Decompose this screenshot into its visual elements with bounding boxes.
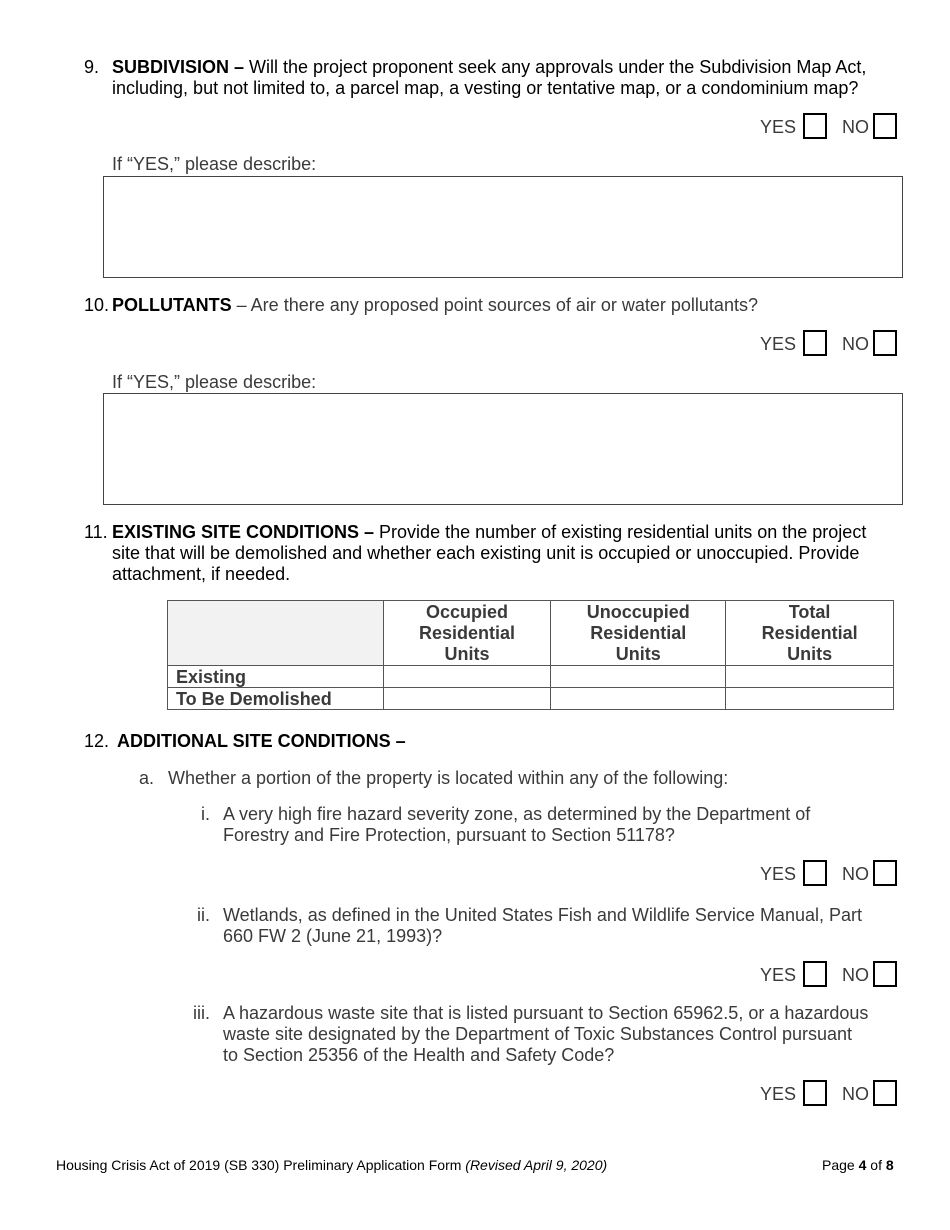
describe-label: If “YES,” please describe:: [112, 154, 317, 174]
yes-label: YES: [760, 1084, 797, 1104]
yes-no-group-10: [760, 330, 900, 360]
no-checkbox[interactable]: [873, 330, 897, 356]
question-line: attachment, if needed.: [112, 564, 291, 584]
question-11: [84, 522, 914, 588]
question-title: ADDITIONAL SITE CONDITIONS –: [117, 731, 406, 751]
row-label-to-be-demolished: To Be Demolished: [168, 688, 384, 710]
yes-no-group-12-i: [760, 860, 900, 890]
subitem-line: Wetlands, as defined in the United States Fish and Wildlife Service Manual, Part: [223, 905, 862, 925]
yes-checkbox[interactable]: [803, 330, 827, 356]
page-mid: of: [866, 1157, 886, 1173]
subitem-marker: i.: [201, 804, 210, 824]
question-text: [117, 731, 406, 752]
describe-textbox-9[interactable]: [103, 176, 903, 278]
question-number: 11.: [84, 522, 108, 542]
table-header-total: Total Residential Units: [726, 601, 894, 666]
question-9: [84, 57, 914, 101]
question-line: – Are there any proposed point sources of air or water pollutants?: [231, 295, 758, 315]
subitem-marker: ii.: [197, 905, 210, 925]
subitem-a: [139, 768, 899, 790]
yes-label: YES: [760, 117, 797, 137]
question-10: [84, 295, 914, 317]
subitem-ii: [180, 905, 900, 949]
question-12: [84, 731, 914, 753]
row-label-existing: Existing: [168, 666, 384, 688]
subitem-line: waste site designated by the Department of Toxic Substances Control pursuant: [223, 1024, 853, 1044]
yes-checkbox[interactable]: [803, 961, 827, 987]
no-label: NO: [842, 965, 869, 985]
subitem-line: Forestry and Fire Protection, pursuant to Section 51178?: [223, 825, 675, 845]
footer-revised: (Revised April 9, 2020): [465, 1157, 608, 1173]
yes-label: YES: [760, 334, 797, 354]
table-cell[interactable]: [726, 666, 894, 688]
footer-page-number: [822, 1157, 894, 1173]
yes-label: YES: [760, 965, 797, 985]
describe-textbox-10[interactable]: [103, 393, 903, 505]
question-number: 9.: [84, 57, 100, 77]
describe-label: If “YES,” please describe:: [112, 372, 317, 392]
question-line: Will the project proponent seek any approvals under the Subdivision Map Act,: [244, 57, 867, 77]
table-header-blank: [168, 601, 384, 666]
subitem-line: A very high fire hazard severity zone, as determined by the Department of: [223, 804, 811, 824]
yes-no-group-12-iii: [760, 1080, 900, 1110]
footer-title-text: Housing Crisis Act of 2019 (SB 330) Preliminary Application Form: [56, 1157, 466, 1173]
subitem-i: [180, 804, 900, 848]
subitem-line: 660 FW 2 (June 21, 1993)?: [223, 926, 443, 946]
subitem-text: Whether a portion of the property is located within any of the following:: [168, 768, 729, 788]
table-cell[interactable]: [383, 688, 551, 710]
question-title: SUBDIVISION –: [112, 57, 245, 77]
no-checkbox[interactable]: [873, 860, 897, 886]
no-label: NO: [842, 334, 869, 354]
page-total: 8: [885, 1157, 894, 1173]
subitem-marker: iii.: [193, 1003, 210, 1023]
question-title: POLLUTANTS: [112, 295, 232, 315]
yes-no-group-9: [760, 113, 900, 143]
yes-label: YES: [760, 864, 797, 884]
yes-checkbox[interactable]: [803, 113, 827, 139]
table-header-unoccupied: Unoccupied Residential Units: [551, 601, 726, 666]
table-cell[interactable]: [726, 688, 894, 710]
question-text: [112, 522, 922, 585]
table-row: [168, 688, 894, 710]
no-checkbox[interactable]: [873, 113, 897, 139]
table-header-occupied: Occupied Residential Units: [383, 601, 551, 666]
question-text: [112, 57, 922, 99]
question-line: including, but not limited to, a parcel map, a vesting or tentative map, or a condominium map?: [112, 78, 859, 98]
question-title: EXISTING SITE CONDITIONS –: [112, 522, 375, 542]
table-cell[interactable]: [551, 666, 726, 688]
table-row: [168, 666, 894, 688]
no-checkbox[interactable]: [873, 1080, 897, 1106]
subitem-line: A hazardous waste site that is listed pursuant to Section 65962.5, or a hazardous: [223, 1003, 869, 1023]
yes-checkbox[interactable]: [803, 860, 827, 886]
no-label: NO: [842, 1084, 869, 1104]
table-cell[interactable]: [383, 666, 551, 688]
question-line: Provide the number of existing residential units on the project: [374, 522, 867, 542]
yes-no-group-12-ii: [760, 961, 900, 991]
existing-units-table: [167, 600, 894, 710]
no-label: NO: [842, 117, 869, 137]
footer-form-title: [56, 1157, 607, 1173]
question-number: 10.: [84, 295, 110, 315]
yes-checkbox[interactable]: [803, 1080, 827, 1106]
question-number: 12.: [84, 731, 110, 751]
question-text: [112, 295, 922, 316]
question-line: site that will be demolished and whether each existing unit is occupied or unoccupied. Provide: [112, 543, 860, 563]
table-cell[interactable]: [551, 688, 726, 710]
page-prefix: Page: [822, 1157, 859, 1173]
no-label: NO: [842, 864, 869, 884]
subitem-iii: [180, 1003, 900, 1069]
table-header-row: [168, 601, 894, 666]
no-checkbox[interactable]: [873, 961, 897, 987]
subitem-marker: a.: [139, 768, 155, 788]
subitem-line: to Section 25356 of the Health and Safety Code?: [223, 1045, 615, 1065]
page-current: 4: [858, 1157, 867, 1173]
